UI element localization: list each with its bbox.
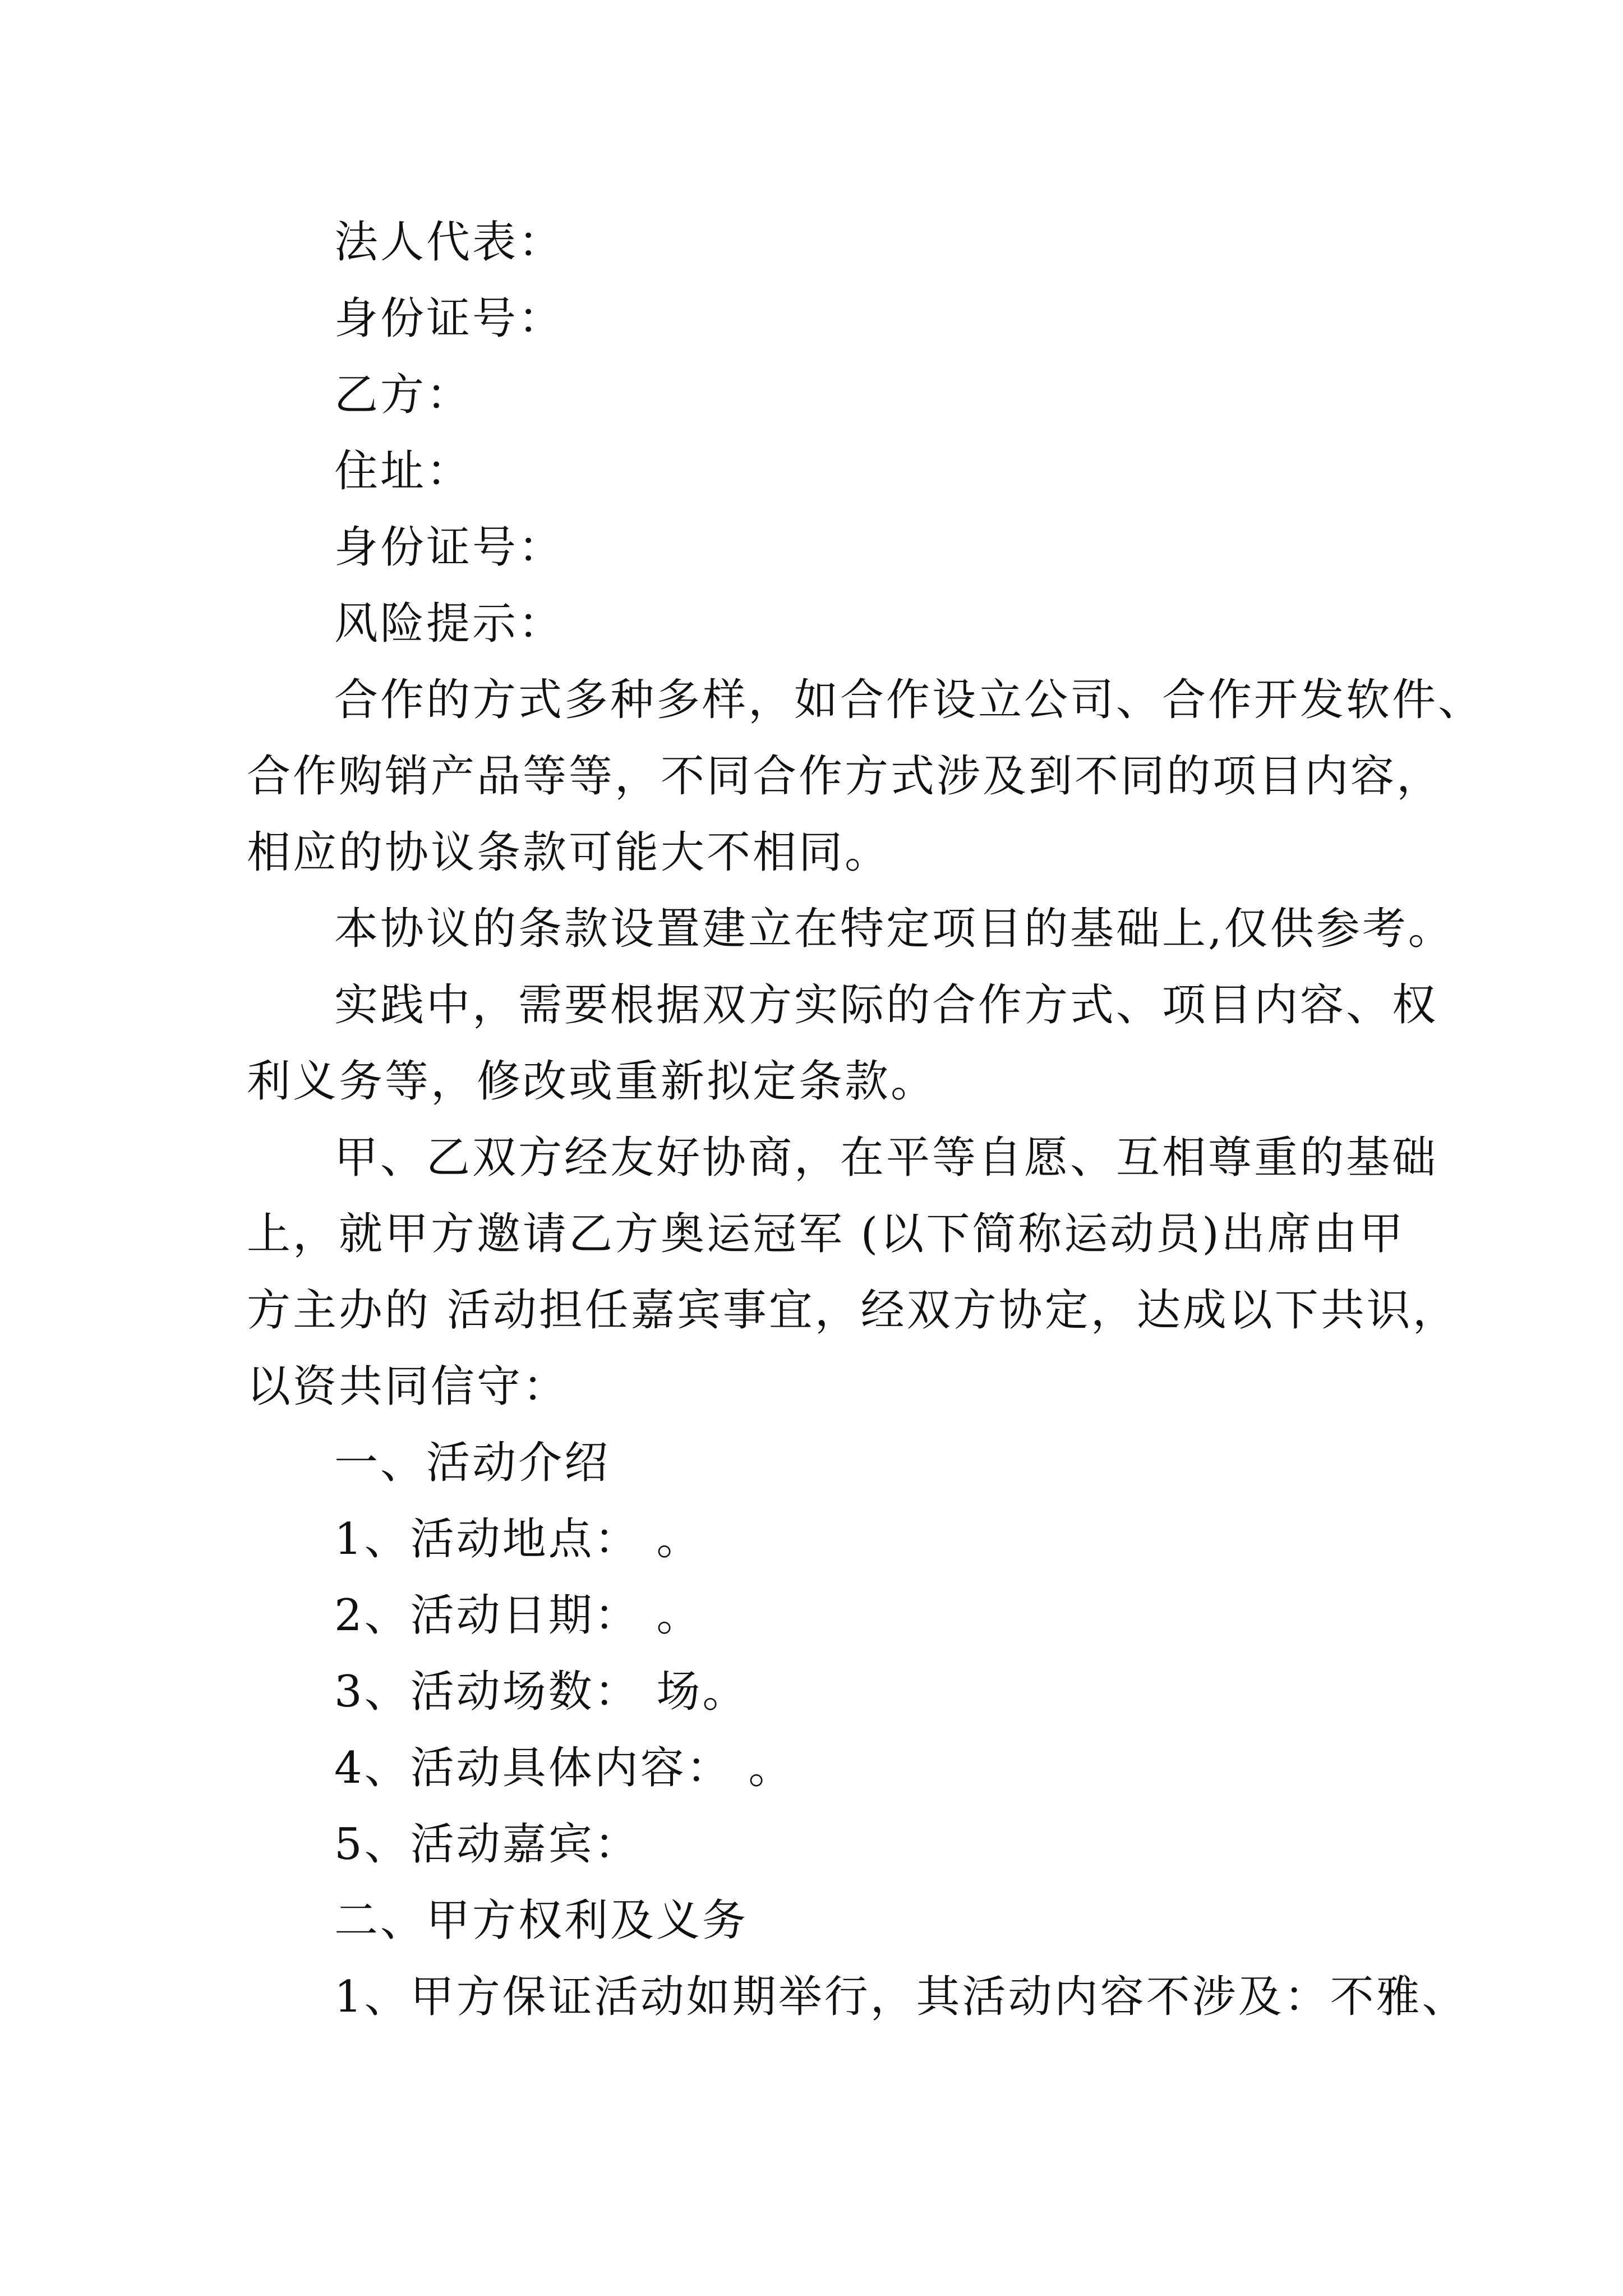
reference-note: 本协议的条款设置建立在特定项目的基础上,仅供参考。: [334, 904, 1454, 954]
risk-paragraph-line-3: 相应的协议条款可能大不相同。: [247, 827, 891, 878]
id-number-label-b: 身份证号：: [334, 522, 565, 573]
id-number-label-a: 身份证号：: [334, 293, 565, 344]
risk-paragraph-line-2: 合作购销产品等等，不同合作方式涉及到不同的项目内容，: [247, 751, 1443, 802]
agreement-intro-line-3: 方主办的 活动担任嘉宾事宜，经双方协定，达成以下共识，: [247, 1285, 1459, 1336]
agreement-intro-line-4: 以资共同信守：: [247, 1361, 569, 1412]
activity-date-item: 2、活动日期： 。: [334, 1590, 703, 1641]
practice-paragraph-line-1: 实践中，需要根据双方实际的合作方式、项目内容、权: [334, 980, 1438, 1030]
activity-location-item: 1、活动地点： 。: [334, 1514, 703, 1565]
section-1-heading: 一、活动介绍: [334, 1438, 611, 1488]
agreement-intro-line-1: 甲、乙双方经友好协商，在平等自愿、互相尊重的基础: [334, 1133, 1438, 1183]
party-b-label: 乙方：: [334, 370, 473, 420]
risk-warning-heading: 风险提示：: [334, 599, 565, 649]
agreement-intro-line-2: 上，就甲方邀请乙方奥运冠军 (以下简称运动员)出席由甲: [247, 1209, 1405, 1259]
risk-paragraph-line-1: 合作的方式多种多样，如合作设立公司、合作开发软件、: [334, 675, 1484, 725]
activity-sessions-item: 3、活动场数： 场。: [334, 1667, 749, 1717]
activity-guest-item: 5、活动嘉宾：: [334, 1819, 640, 1870]
legal-representative-label: 法人代表：: [334, 217, 565, 268]
party-a-obligation-item-1: 1、甲方保证活动如期举行，其活动内容不涉及：不雅、: [334, 1972, 1468, 2022]
practice-paragraph-line-2: 利义务等，修改或重新拟定条款。: [247, 1056, 937, 1107]
address-label: 住址：: [334, 446, 473, 496]
section-2-heading: 二、甲方权利及义务: [334, 1895, 749, 1946]
activity-content-item: 4、活动具体内容： 。: [334, 1743, 795, 1793]
